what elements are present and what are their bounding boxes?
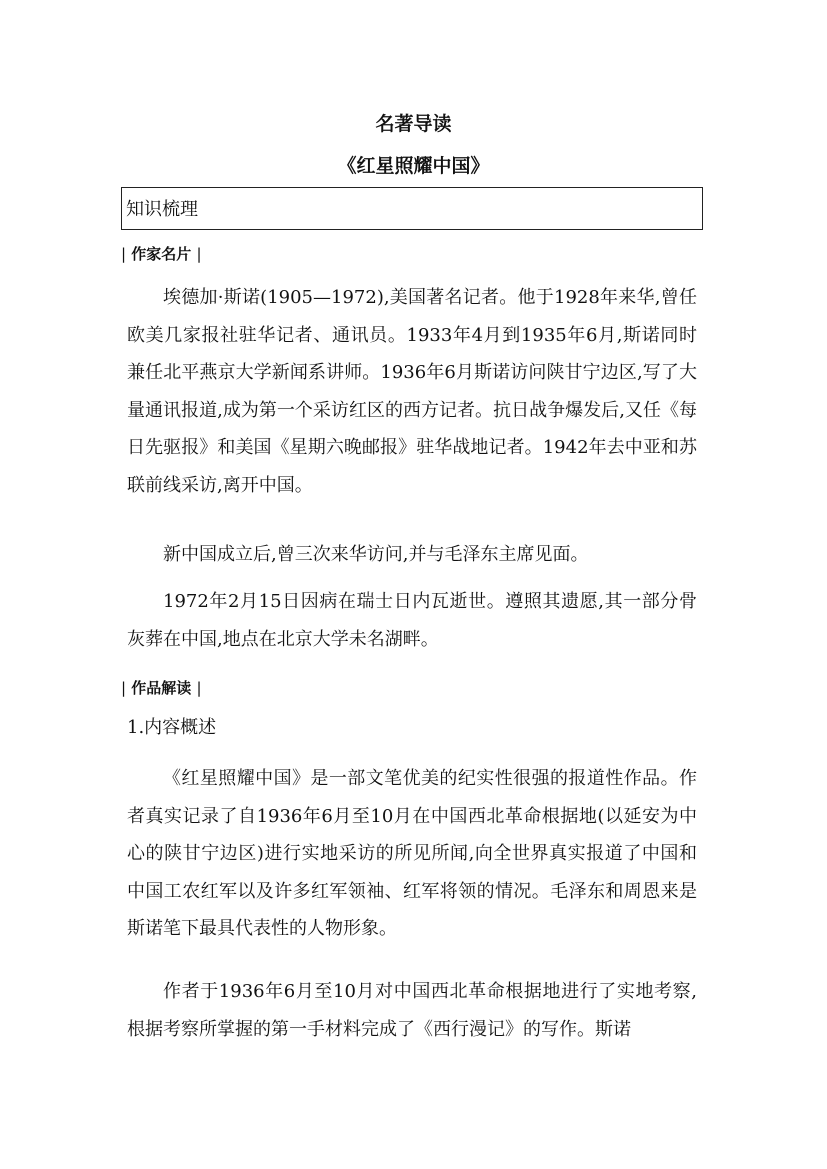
section-heading-author: [121, 244, 202, 264]
section-bar-right: |: [196, 245, 202, 263]
section-bar-left: |: [121, 679, 127, 697]
author-paragraph-3: 1972年2月15日因病在瑞士日内瓦逝世。遵照其遗愿,其一部分骨灰葬在中国,地点在北京大学未名湖畔。: [127, 591, 697, 650]
knowledge-outline-label: 知识梳理: [126, 199, 198, 220]
section-title-work: 作品解读: [131, 679, 192, 697]
section-heading-work: [121, 678, 202, 698]
author-paragraph-2: 新中国成立后,曾三次来华访问,并与毛泽东主席见面。: [163, 544, 589, 565]
section-title-author: 作家名片: [131, 245, 192, 263]
content-summary-subheading: 1.内容概述: [127, 717, 217, 738]
section-bar-left: |: [121, 245, 127, 263]
section-bar-right: |: [196, 679, 202, 697]
author-paragraph-1: 埃德加·斯诺(1905—1972),美国著名记者。他于1928年来华,曾任欧美几家报社驻华记者、通讯员。1933年4月到1935年6月,斯诺同时兼任北平燕京大学新闻系讲师。1936年6月斯诺访问陕甘宁边区,写了大量通讯报道,成为第一个采访红区的西方记者。抗日战争爆发后,又任《每日先驱报》和美国《星期六晚邮报》驻华战地记者。1942年去中亚和苏联前线采访,离开中国。: [127, 287, 697, 496]
document-title: 名著导读: [375, 113, 452, 135]
book-title: 《红星照耀中国》: [337, 155, 490, 177]
work-paragraph-2: 作者于1936年6月至10月对中国西北革命根据地进行了实地考察,根据考察所掌握的第一手材料完成了《西行漫记》的写作。斯诺: [127, 981, 697, 1040]
work-paragraph-1: 《红星照耀中国》是一部文笔优美的纪实性很强的报道性作品。作者真实记录了自1936年6月至10月在中国西北革命根据地(以延安为中心的陕甘宁边区)进行实地采访的所见所闻,向全世界真实报道了中国和中国工农红军以及许多红军领袖、红军将领的情况。毛泽东和周恩来是斯诺笔下最具代表性的人物形象。: [127, 768, 697, 940]
knowledge-outline-box: [121, 187, 703, 230]
